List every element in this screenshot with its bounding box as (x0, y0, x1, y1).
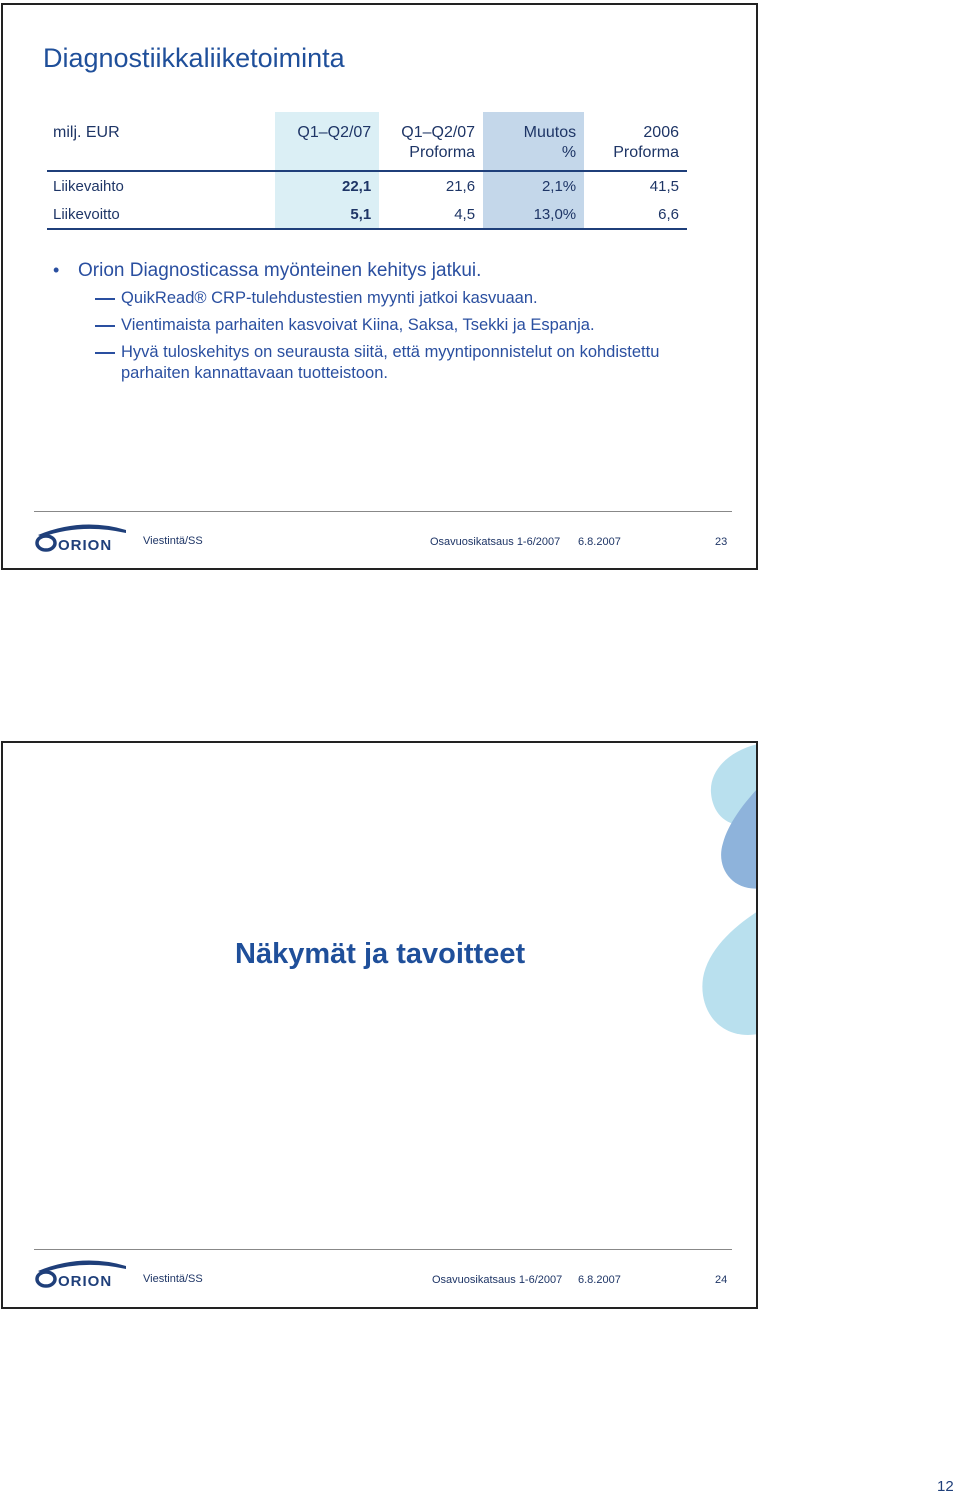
table-cell: 13,0% (483, 200, 584, 229)
dash-icon (53, 342, 121, 384)
header-col-1-sub (275, 144, 379, 171)
row-label: Liikevoitto (47, 200, 275, 229)
header-col-4-sub: Proforma (584, 144, 687, 171)
slide-title: Näkymät ja tavoitteet (235, 938, 526, 970)
table-cell: 21,6 (445, 177, 476, 195)
table-cell: 6,6 (584, 200, 687, 229)
orion-logo (34, 523, 130, 553)
dash-icon (53, 288, 121, 309)
subbullet-text: Hyvä tuloskehitys on seurausta siitä, että myyntiponnistelut on kohdistettu parhaiten kannattavaan tuotteistoon. (121, 343, 660, 382)
header-col-4: 2006 (643, 124, 679, 141)
slide-23 (1, 3, 758, 570)
footer-author: Viestintä/SS (143, 1273, 203, 1285)
footer-divider (34, 1249, 732, 1250)
bullet-item (53, 260, 743, 282)
unit-label: milj. EUR (53, 124, 120, 141)
logo-text: ORION (58, 537, 113, 553)
bullet-icon: • (53, 260, 60, 280)
table-cell: 5,1 (275, 200, 379, 229)
bullet-list (53, 260, 743, 384)
header-spacer (47, 144, 275, 171)
footer-page: 24 (715, 1274, 728, 1286)
subbullet-list (53, 288, 743, 384)
logo-text: ORION (58, 1273, 113, 1289)
table-cell: 4,5 (379, 200, 483, 229)
header-col-2-sub: Proforma (379, 144, 483, 171)
slide-title: Diagnostiikkaliiketoiminta (43, 43, 345, 73)
subbullet-text: Vientimaista parhaiten kasvoivat Kiina, Saksa, Tsekki ja Espanja. (121, 316, 595, 334)
subbullet-item (53, 288, 743, 309)
row-label: Liikevaihto (53, 177, 124, 195)
footer-date: 6.8.2007 (578, 536, 621, 548)
subbullet-text: QuikRead® CRP-tulehdustestien myynti jatkoi kasvuaan. (121, 289, 538, 307)
footer-report: Osavuosikatsaus 1-6/2007 (432, 1274, 563, 1286)
table-row (47, 171, 687, 200)
financial-table (47, 112, 687, 230)
footer-date: 6.8.2007 (578, 1274, 621, 1286)
orion-logo (34, 1259, 130, 1289)
subbullet-item (53, 315, 743, 336)
subbullet-item (53, 342, 743, 384)
document-page-number: 12 (937, 1478, 954, 1495)
slide-24 (1, 741, 758, 1309)
dash-icon (53, 315, 121, 336)
header-col-3: Muutos (483, 112, 584, 144)
footer-divider (34, 511, 732, 512)
footer-author: Viestintä/SS (143, 535, 203, 547)
table-cell: 22,1 (275, 171, 379, 200)
footer-report: Osavuosikatsaus 1-6/2007 (430, 536, 561, 548)
header-col-1: Q1–Q2/07 (275, 112, 379, 144)
decorative-leaves (693, 743, 758, 1073)
table-row (47, 200, 687, 229)
header-col-3-sub: % (483, 144, 584, 171)
bullet-text: Orion Diagnosticassa myönteinen kehitys jatkui. (78, 260, 482, 281)
footer-page: 23 (715, 536, 728, 548)
table-cell: 41,5 (649, 177, 679, 195)
table-cell: 2,1% (483, 171, 584, 200)
header-col-2: Q1–Q2/07 (401, 124, 476, 141)
